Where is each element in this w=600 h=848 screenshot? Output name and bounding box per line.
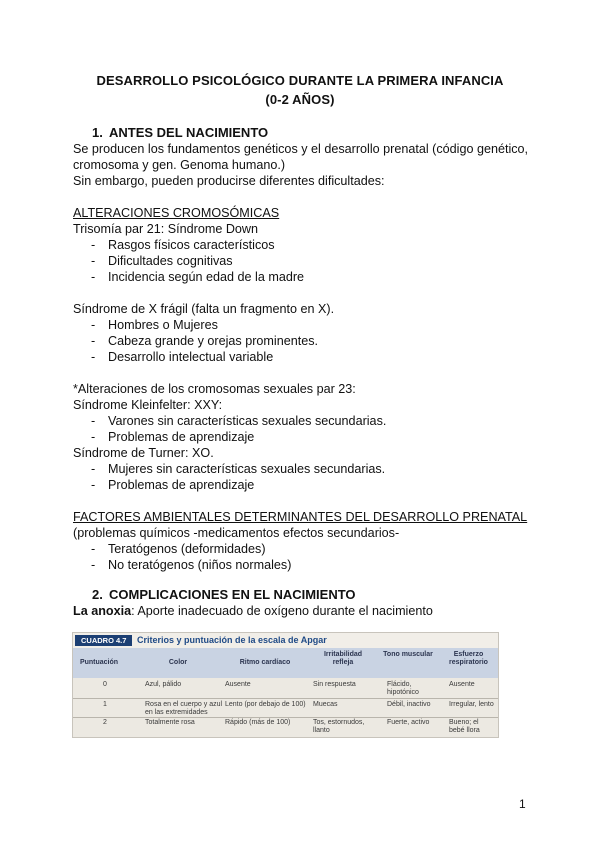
x-fragil-line: Síndrome de X frágil (falta un fragmento en X).	[73, 302, 335, 316]
apgar-cell: Azul, pálido	[145, 681, 182, 688]
list-item: - No teratógenos (niños normales)	[91, 558, 292, 572]
cromosomas-sexuales-line: *Alteraciones de los cromosomas sexuales par 23:	[73, 382, 356, 396]
apgar-cell: Sin respuesta	[313, 681, 356, 688]
apgar-caption-bar	[73, 633, 498, 648]
list-item: - Rasgos físicos característicos	[91, 238, 275, 252]
list-item: - Hombres o Mujeres	[91, 318, 218, 332]
apgar-cell: Totalmente rosa	[145, 719, 195, 726]
anoxia-line	[73, 603, 433, 619]
anoxia-definition: : Aporte inadecuado de oxígeno durante el nacimiento	[131, 604, 433, 618]
list-item: - Teratógenos (deformidades)	[91, 542, 266, 556]
section1-number: 1.	[92, 125, 103, 140]
apgar-row-divider	[73, 698, 498, 699]
apgar-col-ritmo: Ritmo cardíaco	[239, 659, 291, 666]
apgar-cell: Lento (por debajo de 100)	[225, 701, 306, 708]
section2-heading-text: COMPLICACIONES EN EL NACIMIENTO	[109, 587, 356, 602]
section1-paragraph-line1: Se producen los fundamentos genéticos y el desarrollo prenatal (código genético,	[73, 142, 529, 156]
list-item: - Problemas de aprendizaje	[91, 430, 255, 444]
apgar-cell: Irregular, lento	[449, 701, 494, 708]
section2-heading	[92, 587, 356, 603]
list-item: - Cabeza grande y orejas prominentes.	[91, 334, 319, 348]
apgar-table-image	[72, 632, 499, 738]
apgar-col-tono: Tono muscular	[383, 651, 433, 658]
section1-paragraph-line3: Sin embargo, pueden producirse diferentes dificultades:	[73, 174, 385, 188]
page-number: 1	[519, 797, 526, 811]
apgar-cell: Rosa en el cuerpo y azul en las extremidades	[145, 701, 223, 716]
list-item: - Incidencia según edad de la madre	[91, 270, 305, 284]
apgar-col-color: Color	[168, 659, 188, 666]
kleinfelter-line: Síndrome Kleinfelter: XXY:	[73, 398, 223, 412]
factores-intro: (problemas químicos -medicamentos efectos secundarios-	[73, 526, 400, 540]
apgar-row-divider	[73, 717, 498, 718]
apgar-cell: 1	[103, 701, 107, 708]
list-item: - Varones sin características sexuales secundarias.	[91, 414, 387, 428]
section1-heading-text: ANTES DEL NACIMIENTO	[109, 125, 269, 140]
apgar-col-irritabilidad: Irritabilidad refleja	[323, 651, 363, 666]
apgar-col-esfuerzo: Esfuerzo respiratorio	[449, 651, 488, 666]
apgar-caption: Criterios y puntuación de la escala de Apgar	[137, 635, 327, 645]
apgar-cell: Flácido, hipotónico	[387, 681, 419, 696]
document-title-line1: DESARROLLO PSICOLÓGICO DURANTE LA PRIMERA INFANCIA	[96, 73, 504, 88]
section1-paragraph-line2: cromosoma y gen. Genoma humano.)	[73, 158, 286, 172]
apgar-cell: Tos, estornudos, llanto	[313, 719, 365, 734]
apgar-cell: Rápido (más de 100)	[225, 719, 291, 726]
turner-line: Síndrome de Turner: XO.	[73, 446, 214, 460]
apgar-header-row	[73, 648, 498, 678]
apgar-cell: Ausente	[225, 681, 251, 688]
apgar-cell: Bueno; el bebé llora	[449, 719, 480, 734]
factores-heading: FACTORES AMBIENTALES DETERMINANTES DEL DESARROLLO PRENATAL	[73, 510, 528, 524]
list-item: - Dificultades cognitivas	[91, 254, 233, 268]
apgar-cell: 2	[103, 719, 107, 726]
apgar-cell: Ausente	[449, 681, 475, 688]
apgar-cell: Fuerte, activo	[387, 719, 430, 726]
apgar-cell: 0	[103, 681, 107, 688]
anoxia-term: La anoxia	[73, 604, 132, 618]
list-item: - Problemas de aprendizaje	[91, 478, 255, 492]
alteraciones-heading: ALTERACIONES CROMOSÓMICAS	[73, 206, 280, 220]
apgar-cell: Muecas	[313, 701, 338, 708]
document-title-line2: (0-2 AÑOS)	[265, 92, 335, 107]
section2-number: 2.	[92, 587, 103, 602]
apgar-col-puntuacion: Puntuación	[79, 659, 119, 666]
section1-heading	[92, 125, 268, 141]
apgar-cell: Débil, inactivo	[387, 701, 431, 708]
apgar-cuadro-label: CUADRO 4.7	[75, 635, 132, 646]
trisomia-line: Trisomía par 21: Síndrome Down	[73, 222, 259, 236]
list-item: - Desarrollo intelectual variable	[91, 350, 274, 364]
list-item: - Mujeres sin características sexuales secundarias.	[91, 462, 386, 476]
